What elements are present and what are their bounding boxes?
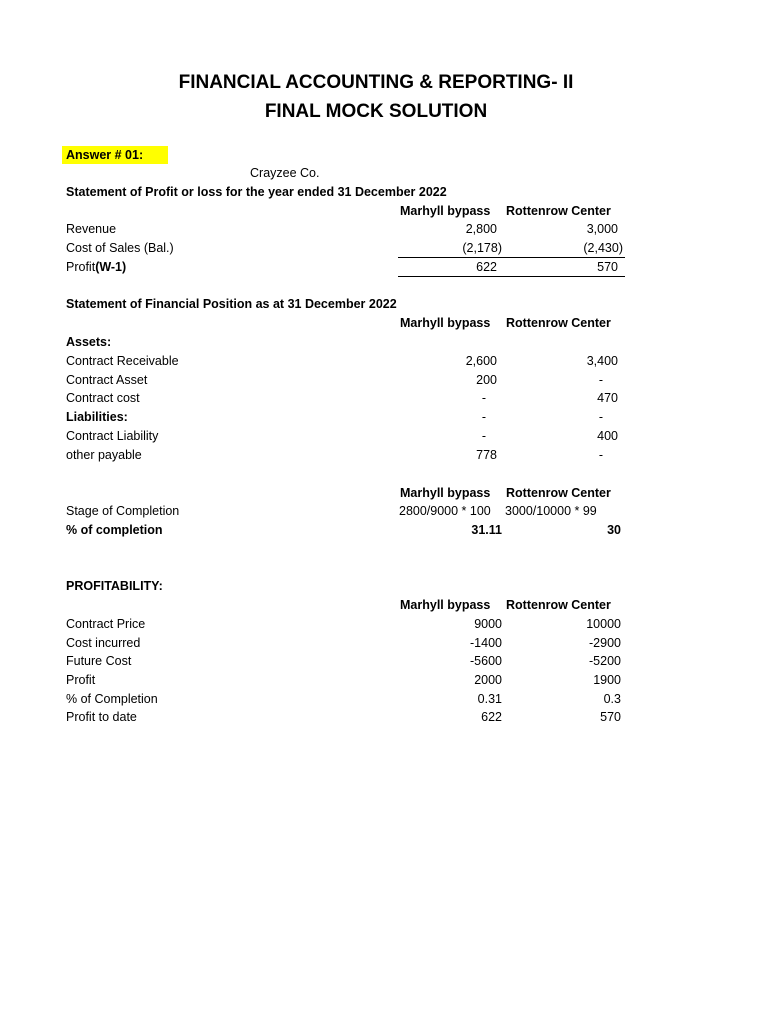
profitability-row-v1: 2000: [474, 673, 502, 687]
document-title: FINANCIAL ACCOUNTING & REPORTING- II: [178, 72, 574, 93]
profitability-row-label: Profit: [66, 673, 96, 687]
pl-row-v2: (2,430): [583, 241, 623, 255]
sofp-col2-header: Rottenrow Center: [506, 316, 611, 330]
pct-completion-label: % of completion: [66, 523, 163, 537]
completion-col2-header: Rottenrow Center: [506, 486, 611, 500]
profitability-row-v1: 622: [481, 710, 502, 724]
pct-completion-v1: 31.11: [471, 523, 502, 537]
sofp-row-label: Contract Liability: [66, 429, 159, 443]
profitability-row-label: Future Cost: [66, 654, 132, 668]
pl-row-label: Revenue: [66, 222, 117, 236]
profitability-row-label: Profit to date: [66, 710, 137, 724]
pl-col1-header: Marhyll bypass: [400, 204, 491, 218]
pl-row-v2: 3,000: [586, 222, 618, 236]
pl-subtotal-line: [398, 257, 625, 258]
profitability-heading: PROFITABILITY:: [66, 579, 163, 593]
sofp-heading: Statement of Financial Position as at 31 December 2022: [66, 297, 397, 311]
profitability-row-v2: 570: [600, 710, 621, 724]
sofp-row-v1: 778: [476, 448, 497, 462]
sofp-row-label: other payable: [66, 448, 142, 462]
completion-col1-header: Marhyll bypass: [400, 486, 491, 500]
profitability-row-v1: -1400: [470, 636, 502, 650]
profitability-col2-header: Rottenrow Center: [506, 598, 611, 612]
sofp-col1-header: Marhyll bypass: [400, 316, 491, 330]
liabilities-label: Liabilities:: [66, 410, 128, 424]
profitability-row-v2: -2900: [589, 636, 621, 650]
sofp-row-label: Contract Asset: [66, 373, 148, 387]
sofp-row-v2: -: [598, 410, 603, 424]
sofp-row-v2: -: [598, 448, 603, 462]
pl-row-v1: 2,800: [465, 222, 497, 236]
pl-profit-v2: 570: [597, 260, 618, 274]
profitability-row-v2: -5200: [589, 654, 621, 668]
assets-label: Assets:: [66, 335, 112, 349]
pl-row-v1: (2,178): [462, 241, 502, 255]
stage-label: Stage of Completion: [66, 504, 180, 518]
stage-v1: 2800/9000 * 100: [399, 504, 491, 518]
document-subtitle: FINAL MOCK SOLUTION: [264, 101, 488, 122]
profitability-row-v2: 0.3: [603, 692, 621, 706]
pl-total-line: [398, 276, 625, 277]
sofp-row-v1: 200: [476, 373, 497, 387]
sofp-row-label: Contract Receivable: [66, 354, 179, 368]
stage-v2: 3000/10000 * 99: [505, 504, 597, 518]
profitability-row-v2: 10000: [586, 617, 621, 631]
pl-profit-label: Profit(W-1): [66, 260, 127, 274]
profitability-row-label: Cost incurred: [66, 636, 141, 650]
sofp-row-v2: -: [598, 373, 603, 387]
profitability-row-v1: -5600: [470, 654, 502, 668]
sofp-row-label: Contract cost: [66, 391, 140, 405]
sofp-row-v2: 470: [597, 391, 618, 405]
sofp-row-v1: -: [481, 391, 486, 405]
company-name: Crayzee Co.: [250, 166, 320, 180]
sofp-row-v1: -: [481, 410, 486, 424]
sofp-row-v1: 2,600: [465, 354, 497, 368]
profitability-col1-header: Marhyll bypass: [400, 598, 491, 612]
profitability-row-v1: 0.31: [477, 692, 502, 706]
profitability-row-label: Contract Price: [66, 617, 146, 631]
pl-row-label: Cost of Sales (Bal.): [66, 241, 174, 255]
sofp-row-v1: -: [481, 429, 486, 443]
profitability-row-v1: 9000: [474, 617, 502, 631]
profitability-row-v2: 1900: [593, 673, 621, 687]
profitability-row-label: % of Completion: [66, 692, 158, 706]
pl-heading: Statement of Profit or loss for the year ended 31 December 2022: [66, 185, 447, 199]
pct-completion-v2: 30: [607, 523, 621, 537]
sofp-row-v2: 3,400: [586, 354, 618, 368]
pl-profit-v1: 622: [476, 260, 497, 274]
answer-label: Answer # 01:: [66, 148, 144, 162]
pl-col2-header: Rottenrow Center: [506, 204, 611, 218]
sofp-row-v2: 400: [597, 429, 618, 443]
